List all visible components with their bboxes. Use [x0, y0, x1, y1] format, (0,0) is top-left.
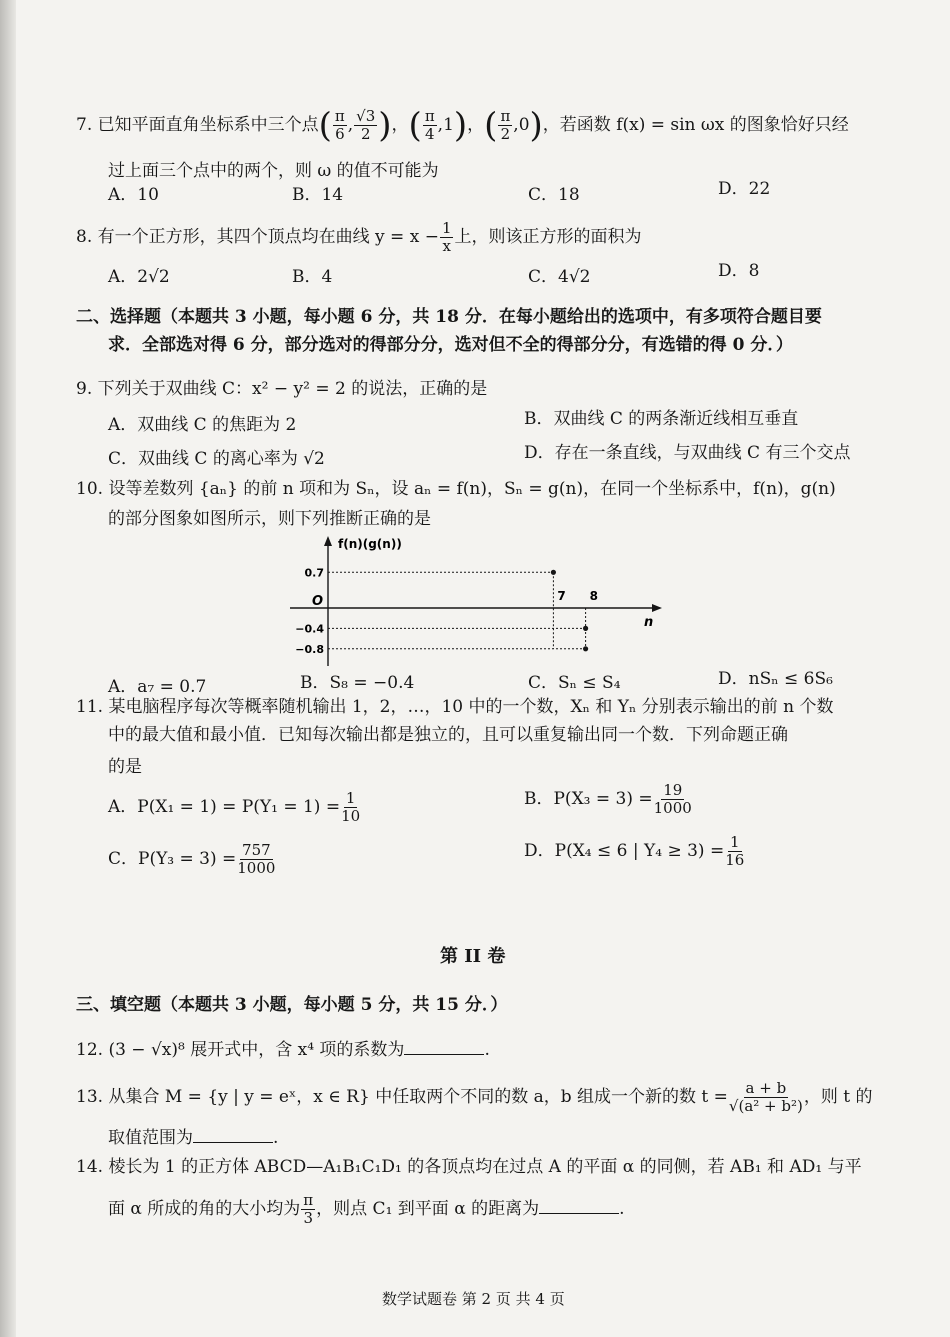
option-c: C．双曲线 C 的离心率为 √2: [108, 449, 325, 469]
answer-blank[interactable]: [193, 1126, 273, 1143]
question-14-line-1: [76, 1156, 862, 1178]
x-axis-arrow: [652, 604, 662, 612]
option-a: A．10: [108, 185, 159, 205]
part-2-title: 第 II 卷: [440, 946, 506, 967]
question-number: 13.: [76, 1087, 104, 1107]
question-number: 10.: [76, 479, 104, 499]
fraction: $\frac{1}{16}$: [725, 833, 745, 869]
question-text: 棱长为 1 的正方体 ABCD—A₁B₁C₁D₁ 的各顶点均在过点 A 的平面 α 的同侧，若 AB₁ 和 AD₁ 与平: [108, 1157, 862, 1177]
question-number: 8.: [76, 227, 93, 247]
question-text: 从集合 M = {y | y = eˣ，x ∈ R} 中任取两个不同的数 a，b 组成一个新的数 t =: [108, 1087, 728, 1107]
question-number: 12.: [76, 1040, 104, 1060]
question-number: 9.: [76, 379, 93, 399]
option-b: B．P(X₃ = 3) = $\frac{19}{1000}$: [524, 781, 692, 817]
question-10-line-1: [76, 478, 836, 500]
option-a: A．2√2: [108, 267, 170, 287]
data-point: [583, 626, 588, 631]
question-number: 14.: [76, 1157, 104, 1177]
data-point: [551, 570, 556, 575]
question-11-line-1: [76, 696, 834, 718]
option-a: A．a₇ = 0.7: [108, 677, 207, 697]
question-text: 已知平面直角坐标系中三个点: [97, 115, 319, 135]
option-b: B．4: [292, 267, 333, 287]
option-c: C．4√2: [528, 267, 591, 287]
page-edge: [0, 0, 16, 1337]
fraction: $\frac{√3}{2}$: [356, 107, 376, 143]
sequence-chart: [280, 532, 670, 672]
question-text: 有一个正方形，其四个顶点均在曲线 y = x −: [97, 227, 439, 247]
answer-blank[interactable]: [539, 1197, 619, 1214]
question-text: 下列关于双曲线 C：x² − y² = 2 的说法，正确的是: [97, 379, 488, 399]
question-text: 设等差数列 {aₙ} 的前 n 项和为 Sₙ，设 aₙ = f(n)，Sₙ = g(n)，在同一个坐标系中，f(n)，g(n): [108, 479, 836, 499]
question-10-line-2: 的部分图象如图所示，则下列推断正确的是: [108, 509, 431, 529]
option-d: D．22: [718, 179, 771, 199]
fraction: $\frac{1}{x}$: [441, 219, 452, 255]
question-13-line-1: 13. 从集合 M = {y | y = eˣ，x ∈ R} 中任取两个不同的数 a，b 组成一个新的数 t = $\frac{a + b}{\text{√(a² + b²)}}$ ，则 t 的: [76, 1079, 873, 1115]
x-tick-label-8: 8: [589, 589, 598, 603]
question-text: ，若函数 f(x) = sin ωx 的图象恰好只经: [542, 115, 849, 135]
option-d: D．存在一条直线，与双曲线 C 有三个交点: [524, 443, 851, 463]
question-7-line-2: 过上面三个点中的两个，则 ω 的值不可能为: [108, 161, 439, 181]
section-2-heading-line-1: 二、选择题（本题共 3 小题，每小题 6 分，共 18 分．在每小题给出的选项中，有多项符合题目要: [76, 307, 822, 327]
question-number: 7.: [76, 115, 93, 135]
fraction: $\frac{\pi}{4}$: [424, 107, 435, 143]
question-12: 12. (3 − √x)⁸ 展开式中，含 x⁴ 项的系数为 .: [76, 1040, 490, 1060]
option-b: B．双曲线 C 的两条渐近线相互垂直: [524, 409, 799, 429]
origin-label: O: [312, 594, 324, 609]
y-axis-label: f(n)(g(n)): [338, 537, 402, 551]
x-axis-label: n: [644, 615, 654, 630]
x-tick-label-7: 7: [557, 589, 566, 603]
option-d: D．8: [718, 261, 760, 281]
question-11-line-2: 中的最大值和最小值．已知每次输出都是独立的，且可以重复输出同一个数．下列命题正确: [108, 725, 788, 745]
question-9: [76, 378, 487, 400]
page-footer: 数学试题卷 第 2 页 共 4 页: [382, 1290, 565, 1308]
question-text: (3 − √x)⁸ 展开式中，含 x⁴ 项的系数为: [108, 1040, 405, 1060]
option-b: B．14: [292, 185, 344, 205]
question-text: 某电脑程序每次等概率随机输出 1，2，…，10 中的一个数，Xₙ 和 Yₙ 分别表示输出的前 n 个数: [108, 697, 834, 717]
data-point: [583, 646, 588, 651]
fraction: $\frac{1}{10}$: [341, 789, 361, 825]
option-a: A．P(X₁ = 1) = P(Y₁ = 1) = $\frac{1}{10}$: [108, 789, 361, 825]
y-axis-arrow: [324, 536, 332, 546]
fraction: $\frac{\pi}{3}$: [303, 1191, 314, 1227]
option-d: D．nSₙ ≤ 6S₆: [718, 669, 833, 689]
y-tick-label-0.7: 0.7: [304, 566, 324, 580]
y-tick-label-neg-0.4: −0.4: [295, 622, 324, 636]
option-b: B．S₈ = −0.4: [300, 673, 415, 693]
fraction: $\frac{757}{1000}$: [237, 841, 276, 877]
section-2-heading-line-2: 求．全部选对得 6 分，部分选对的得部分分，选对但不全的得部分分，有选错的得 0 分．）: [108, 335, 793, 355]
question-14-line-2: 面 α 所成的角的大小均为 $\frac{\pi}{3}$ ，则点 C₁ 到平面 α 的距离为 .: [108, 1191, 625, 1227]
question-number: 11.: [76, 697, 104, 717]
question-7-line-1: 7. 已知平面直角坐标系中三个点( $\frac{\pi}{6}$ , $\frac{√3}{2}$ )，( $\frac{\pi}{4}$ ,1)，( $\frac{\pi}{2}$ ,0)，若函数 f(x) = sin ωx 的图象恰好只经: [76, 105, 849, 146]
question-11-line-3: 的是: [108, 757, 142, 777]
option-c: C．18: [528, 185, 580, 205]
y-tick-label-neg-0.8: −0.8: [295, 642, 324, 656]
fraction: $\frac{\pi}{6}$: [334, 107, 345, 143]
option-c: C．P(Y₃ = 3) = $\frac{757}{1000}$: [108, 841, 276, 877]
question-13-line-2: 取值范围为 .: [108, 1128, 279, 1148]
fraction: $\frac{a + b}{\text{√(a² + b²)}}$: [728, 1079, 803, 1115]
answer-blank[interactable]: [404, 1038, 484, 1055]
fraction: $\frac{19}{1000}$: [653, 781, 692, 817]
option-a: A．双曲线 C 的焦距为 2: [108, 415, 297, 435]
option-c: C．Sₙ ≤ S₄: [528, 673, 621, 693]
option-d: D．P(X₄ ≤ 6 | Y₄ ≥ 3) = $\frac{1}{16}$: [524, 833, 745, 869]
question-text: 上，则该正方形的面积为: [454, 227, 642, 247]
section-3-heading: 三、填空题（本题共 3 小题，每小题 5 分，共 15 分．）: [76, 995, 508, 1015]
question-8-line-1: [76, 220, 641, 255]
fraction: $\frac{\pi}{2}$: [500, 107, 511, 143]
